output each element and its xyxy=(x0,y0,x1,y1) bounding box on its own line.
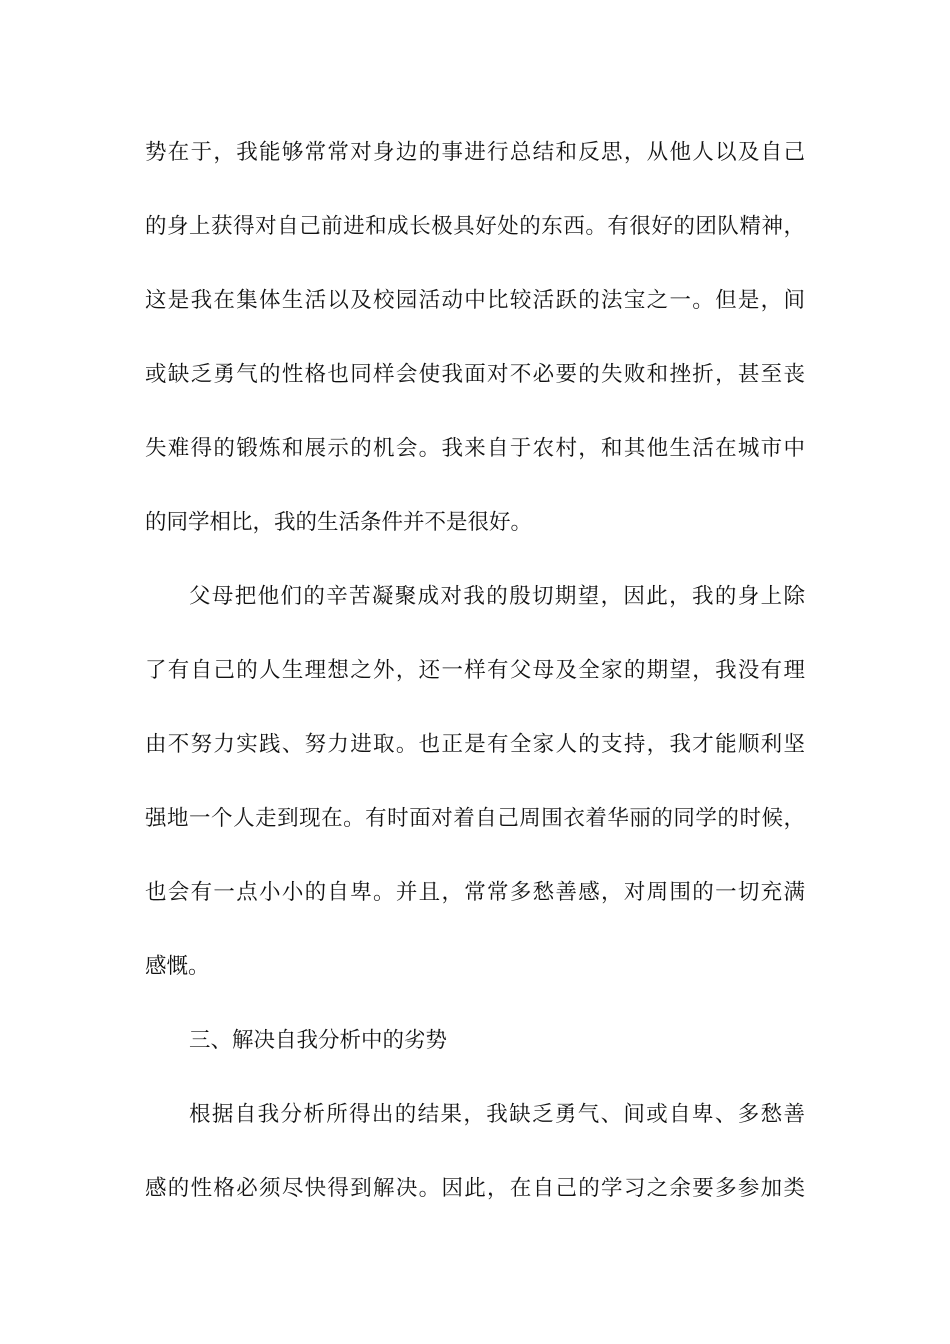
text-line-6: 的同学相比，我的生活条件并不是很好。 xyxy=(145,510,533,535)
text-line-15: 感的性格必须尽快得到解决。因此，在自己的学习之余要多参加类 xyxy=(145,1176,805,1201)
body-text xyxy=(145,126,805,1236)
text-line-14: 根据自我分析所得出的结果，我缺乏勇气、间或自卑、多愁善 xyxy=(189,1102,805,1127)
text-line-4: 或缺乏勇气的性格也同样会使我面对不必要的失败和挫折，甚至丧 xyxy=(145,362,805,387)
text-line-9: 由不努力实践、努力进取。也正是有全家人的支持，我才能顺利坚 xyxy=(145,732,805,757)
text-line-7: 父母把他们的辛苦凝聚成对我的殷切期望，因此，我的身上除 xyxy=(189,584,805,609)
text-line-11: 也会有一点小小的自卑。并且，常常多愁善感，对周围的一切充满 xyxy=(145,880,805,905)
text-line-1: 势在于，我能够常常对身边的事进行总结和反思，从他人以及自己 xyxy=(145,140,805,165)
text-line-12: 感慨。 xyxy=(145,954,210,979)
text-line-2: 的身上获得对自己前进和成长极具好处的东西。有很好的团队精神， xyxy=(145,214,805,239)
text-line-8: 了有自己的人生理想之外，还一样有父母及全家的期望，我没有理 xyxy=(145,658,805,683)
text-line-5: 失难得的锻炼和展示的机会。我来自于农村，和其他生活在城市中 xyxy=(145,436,805,461)
text-line-3: 这是我在集体生活以及校园活动中比较活跃的法宝之一。但是，间 xyxy=(145,288,805,313)
section-heading: 三、解决自我分析中的劣势 xyxy=(189,1028,448,1053)
text-line-10: 强地一个人走到现在。有时面对着自己周围衣着华丽的同学的时候， xyxy=(145,806,805,831)
